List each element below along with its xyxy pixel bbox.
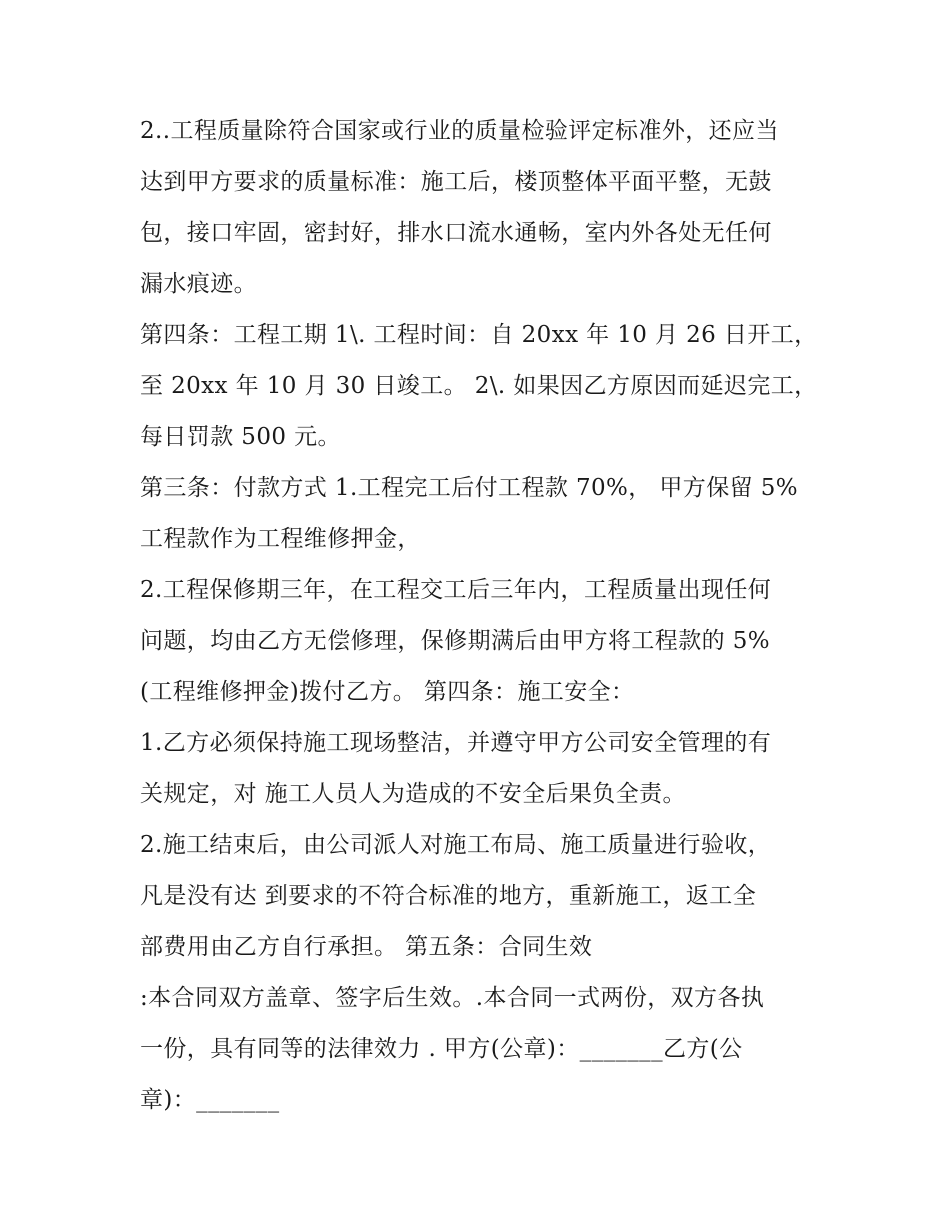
text-line: 第四条：工程工期 1\. 工程时间：自 20xx 年 10 月 26 日开工， [140, 322, 818, 348]
text-line: 部费用由乙方自行承担。 第五条：合同生效 [140, 934, 593, 960]
text-line: 2.施工结束后，由公司派人对施工布局、施工质量进行验收， [140, 832, 772, 858]
text-line: (工程维修押金)拨付乙方。 第四条：施工安全： [140, 679, 635, 705]
text-line: 1.乙方必须保持施工现场整洁，并遵守甲方公司安全管理的有 [140, 730, 772, 756]
text-line: 漏水痕迹。 [140, 271, 257, 297]
text-line: 包，接口牢固，密封好，排水口流水通畅，室内外各处无任何 [140, 220, 772, 246]
text-line: 第三条：付款方式 1.工程完工后付工程款 70%， 甲方保留 5% [140, 475, 798, 501]
text-line: 至 20xx 年 10 月 30 日竣工。 2\. 如果因乙方原因而延迟完工， [140, 373, 818, 399]
text-line: 达到甲方要求的质量标准：施工后，楼顶整体平面平整，无鼓 [140, 169, 772, 195]
contract-text [140, 106, 820, 1126]
text-line: 每日罚款 500 元。 [140, 424, 341, 450]
text-line: 问题，均由乙方无偿修理，保修期满后由甲方将工程款的 5% [140, 628, 770, 654]
text-line: 2..工程质量除符合国家或行业的质量检验评定标准外，还应当 [140, 118, 779, 144]
text-line: 2.工程保修期三年，在工程交工后三年内，工程质量出现任何 [140, 577, 772, 603]
text-line: 关规定，对 施工人员人为造成的不安全后果负全责。 [140, 781, 686, 807]
text-line: 工程款作为工程维修押金， [140, 526, 421, 552]
text-line: 凡是没有达 到要求的不符合标准的地方，重新施工，返工全 [140, 883, 757, 909]
text-line: 章)：_______ [140, 1087, 280, 1113]
text-line: 一份，具有同等的法律效力 . 甲方(公章)：_______乙方(公 [140, 1036, 743, 1062]
text-line: :本合同双方盖章、签字后生效。.本合同一式两份，双方各执 [140, 985, 765, 1011]
